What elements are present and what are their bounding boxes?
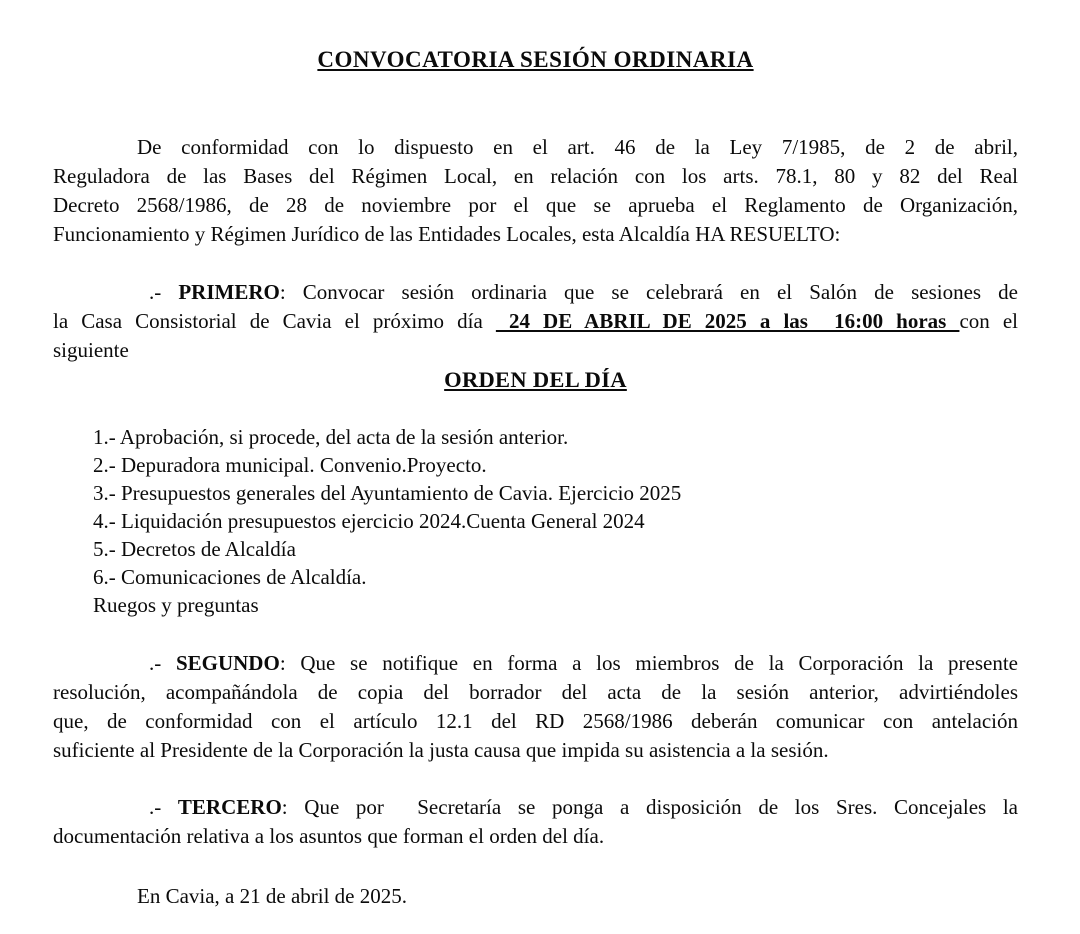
document-page: [0, 45, 1080, 934]
intro-line: De conformidad con lo dispuesto en el art. 46 de la Ley 7/1985, de 2 de abril,: [137, 135, 1018, 159]
closing-line: En Cavia, a 21 de abril de 2025.: [137, 884, 408, 908]
agenda-item: 1.- Aprobación, si procede, del acta de la sesión anterior.: [93, 425, 569, 449]
tercero-marker: .-: [149, 795, 178, 819]
primero-marker: .-: [149, 280, 179, 304]
segundo-marker: .-: [149, 651, 176, 675]
primero-text: con el: [959, 309, 1018, 333]
agenda-item: 4.- Liquidación presupuestos ejercicio 2024.Cuenta General 2024: [93, 509, 645, 533]
segundo-line: resolución, acompañándola de copia del borrador del acta de la sesión anterior, advirtiéndoles: [53, 680, 1018, 704]
agenda-item: 2.- Depuradora municipal. Convenio.Proyecto.: [93, 453, 487, 477]
intro-paragraph: [53, 133, 1018, 249]
agenda-item: Ruegos y preguntas: [93, 593, 259, 617]
segundo-line: suficiente al Presidente de la Corporación la justa causa que impida su asistencia a la sesión.: [53, 738, 829, 762]
agenda-list: [93, 423, 1018, 619]
tercero-line: [53, 793, 1018, 822]
agenda-item: 6.- Comunicaciones de Alcaldía.: [93, 565, 367, 589]
primero-label: PRIMERO: [178, 280, 280, 304]
primero-paragraph: [53, 278, 1018, 365]
intro-line: Funcionamiento y Régimen Jurídico de las Entidades Locales, esta Alcaldía HA RESUELTO:: [53, 222, 841, 246]
primero-line: siguiente: [53, 338, 129, 362]
intro-line: Reguladora de las Bases del Régimen Local, en relación con los arts. 78.1, 80 y 82 del Real: [53, 164, 1018, 188]
segundo-line: que, de conformidad con el artículo 12.1 del RD 2568/1986 deberán comunicar con antelación: [53, 709, 1018, 733]
tercero-label: TERCERO: [177, 795, 282, 819]
segundo-paragraph: [53, 649, 1018, 765]
tercero-text: : Que por Secretaría se ponga a disposición de los Sres. Concejales la: [281, 795, 1018, 819]
agenda-item: 5.- Decretos de Alcaldía: [93, 537, 296, 561]
primero-line: [53, 278, 1018, 307]
tercero-line: documentación relativa a los asuntos que forman el orden del día.: [53, 824, 605, 848]
document-title: CONVOCATORIA SESIÓN ORDINARIA: [317, 47, 754, 72]
primero-text: : Convocar sesión ordinaria que se celebrará en el Salón de sesiones de: [279, 280, 1018, 304]
segundo-text: : Que se notifique en forma a los miembros de la Corporación la presente: [279, 651, 1018, 675]
agenda-item: 3.- Presupuestos generales del Ayuntamiento de Cavia. Ejercicio 2025: [93, 481, 682, 505]
agenda-title: ORDEN DEL DÍA: [444, 367, 627, 392]
tercero-paragraph: [53, 793, 1018, 851]
segundo-label: SEGUNDO: [175, 651, 280, 675]
session-datetime: 24 DE ABRIL DE 2025 a las 16:00 horas: [495, 309, 960, 333]
primero-text: la Casa Consistorial de Cavia el próximo día: [53, 309, 483, 333]
segundo-line: [53, 649, 1018, 678]
primero-line: [53, 307, 1018, 336]
intro-line: Decreto 2568/1986, de 28 de noviembre por el que se aprueba el Reglamento de Organización,: [53, 193, 1018, 217]
